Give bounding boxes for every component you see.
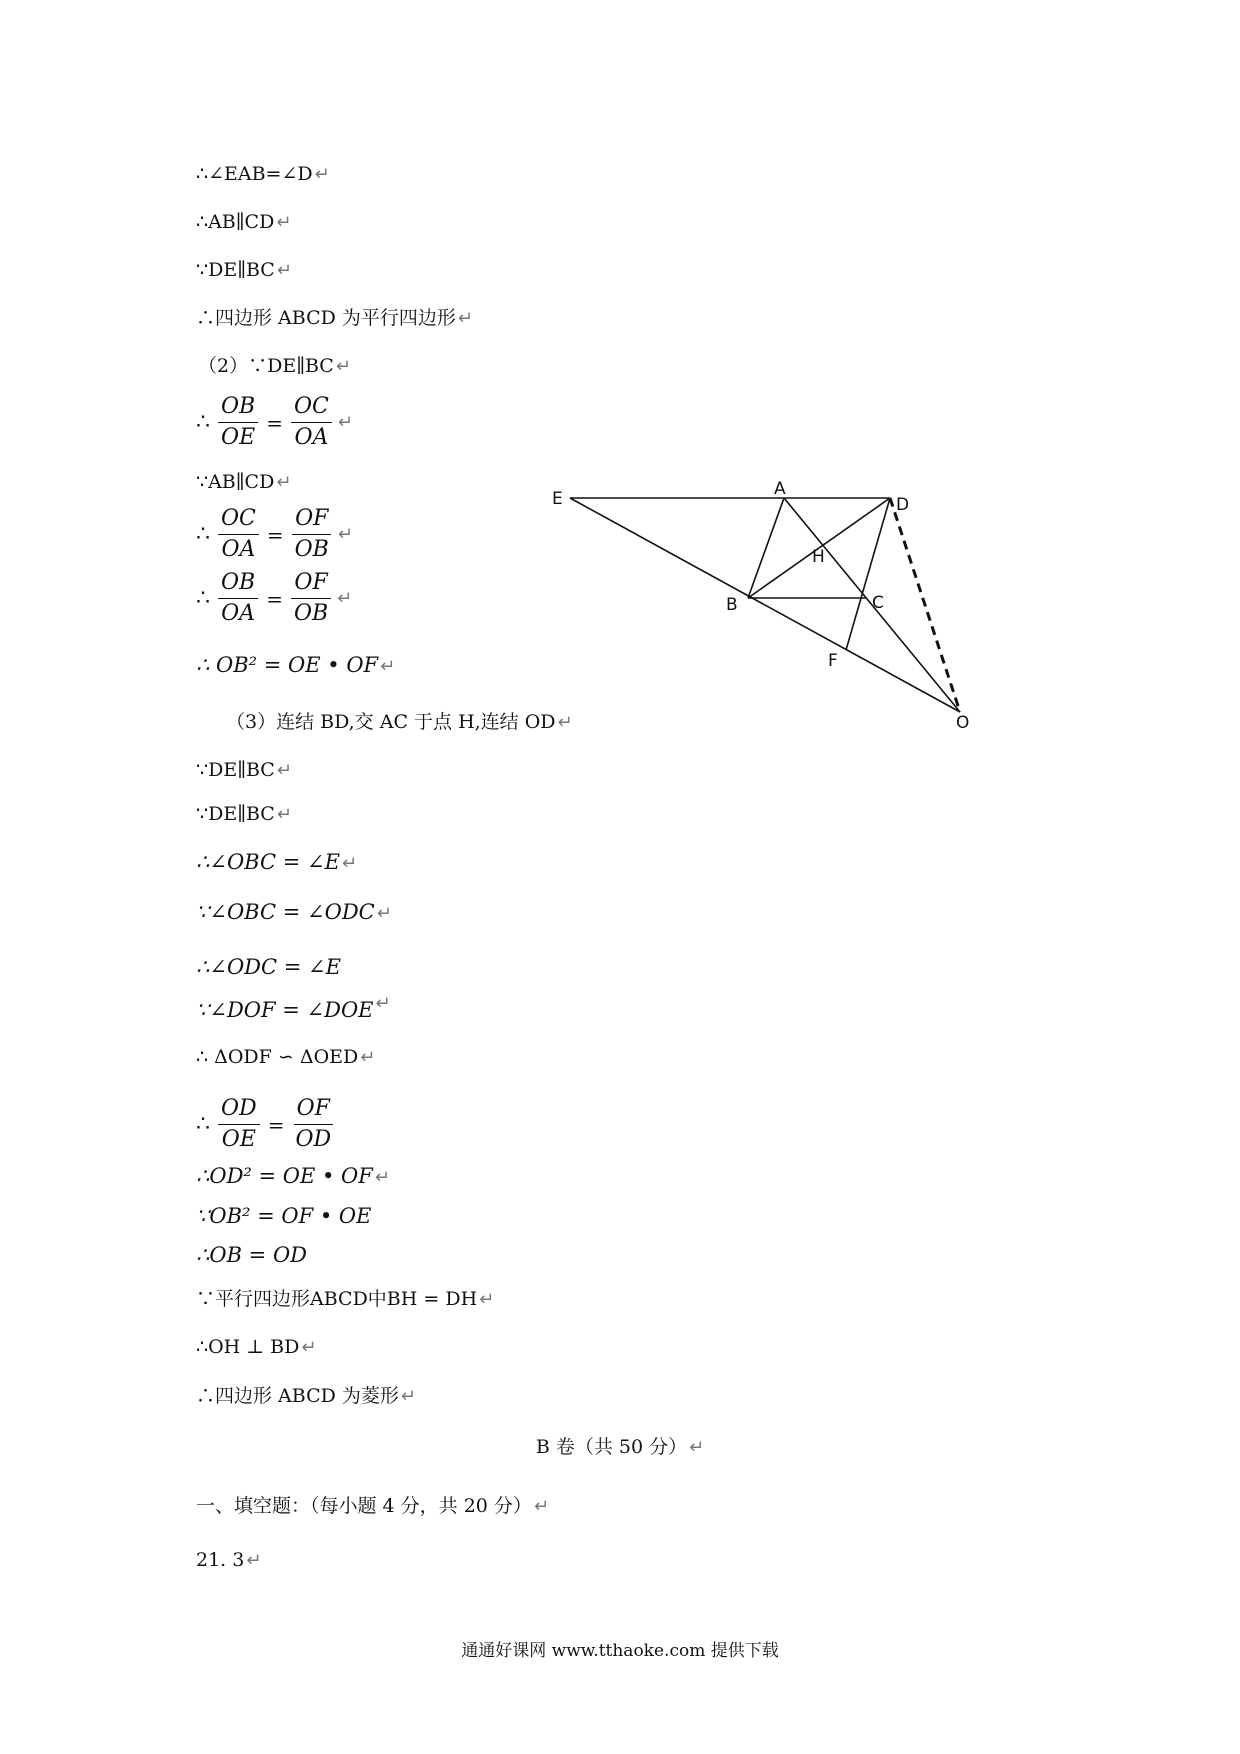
fraction: $\frac{OC}{OA}$: [218, 504, 259, 565]
therefore-symbol: ∴: [196, 410, 210, 435]
proof-line: ∵DE∥BC ↵: [196, 803, 292, 825]
fraction: $\frac{OB}{OE}$: [218, 392, 258, 453]
fraction: $\frac{OF}{OB}$: [291, 568, 331, 629]
proof-line: ∵AB∥CD ↵: [196, 471, 292, 493]
fraction: $\frac{OF}{OB}$: [292, 504, 332, 565]
label-e: E: [552, 489, 563, 509]
proof-line: ∴ ΔODF ∽ ΔOED ↵: [196, 1046, 376, 1068]
proof-line: ∴四边形 ABCD 为菱形 ↵: [196, 1385, 416, 1407]
proof-line: ∴∠EAB=∠D ↵: [196, 163, 330, 185]
label-h: H: [812, 547, 825, 567]
answer-line: 21. 3 ↵: [196, 1549, 262, 1571]
proof-line: ∵DE∥BC ↵: [196, 759, 292, 781]
proof-line: ∴∠OBC = ∠E ↵: [196, 850, 358, 874]
proof-line: ∵平行四边形ABCD中BH = DH ↵: [196, 1288, 495, 1310]
fraction: $\frac{OB}{OA}$: [218, 568, 258, 629]
proof-line: ∵DE∥BC ↵: [196, 259, 292, 281]
page-footer: 通通好课网 www.tthaoke.com 提供下载: [461, 1641, 779, 1661]
fraction: $\frac{OF}{OD}$: [295, 1096, 332, 1152]
label-d: D: [896, 495, 910, 515]
fraction-equation-3: ∴ $\frac{OB}{OA}$ = $\frac{OF}{OB}$ ↵: [196, 568, 352, 629]
proof-line: ∴四边形 ABCD 为平行四边形 ↵: [196, 307, 473, 329]
label-o: O: [956, 713, 970, 733]
proof-line: ∴OB = OD: [196, 1243, 308, 1267]
label-c: C: [872, 593, 884, 613]
label-f: F: [828, 651, 838, 671]
fraction-equation-2: ∴ $\frac{OC}{OA}$ = $\frac{OF}{OB}$ ↵: [196, 504, 353, 565]
therefore-symbol: ∴: [196, 1112, 210, 1137]
section-heading: B 卷（共 50 分） ↵: [535, 1436, 705, 1458]
equation-result: ∴ OB² = OE • OF ↵: [196, 653, 396, 677]
therefore-symbol: ∴: [196, 586, 210, 611]
proof-line: ∵OB² = OF • OE: [196, 1204, 372, 1228]
proof-line: ∴OH ⊥ BD ↵: [196, 1336, 317, 1358]
label-a: A: [774, 480, 786, 499]
part3-header: （3）连结 BD,交 AC 于点 H,连结 OD ↵: [226, 711, 573, 733]
fraction-equation-1: ∴ $\frac{OB}{OE}$ = $\frac{OC}{OA}$ ↵: [196, 392, 353, 453]
geometry-figure: [540, 480, 1000, 740]
section-subheading: 一、填空题：（每小题 4 分，共 20 分） ↵: [196, 1495, 550, 1517]
proof-line: ∴∠ODC = ∠E: [196, 955, 341, 979]
therefore-symbol: ∴: [196, 522, 210, 547]
fraction: $\frac{OC}{OA}$: [291, 392, 332, 453]
part2-header: （2）∵DE∥BC ↵: [198, 355, 351, 377]
segment-ab: [748, 498, 784, 598]
proof-line: ∴AB∥CD ↵: [196, 211, 292, 233]
proof-line: ∵∠DOF = ∠DOE ↵: [196, 993, 391, 1022]
label-b: B: [726, 595, 738, 615]
segment-df: [846, 498, 890, 650]
proof-line: ∵∠OBC = ∠ODC ↵: [196, 900, 392, 924]
fraction-equation-4: ∴ $\frac{OD}{OE}$ = $\frac{OF}{OD}$: [196, 1094, 338, 1155]
proof-line: ∴OD² = OE • OF ↵: [196, 1164, 390, 1188]
fraction: $\frac{OD}{OE}$: [218, 1094, 260, 1155]
